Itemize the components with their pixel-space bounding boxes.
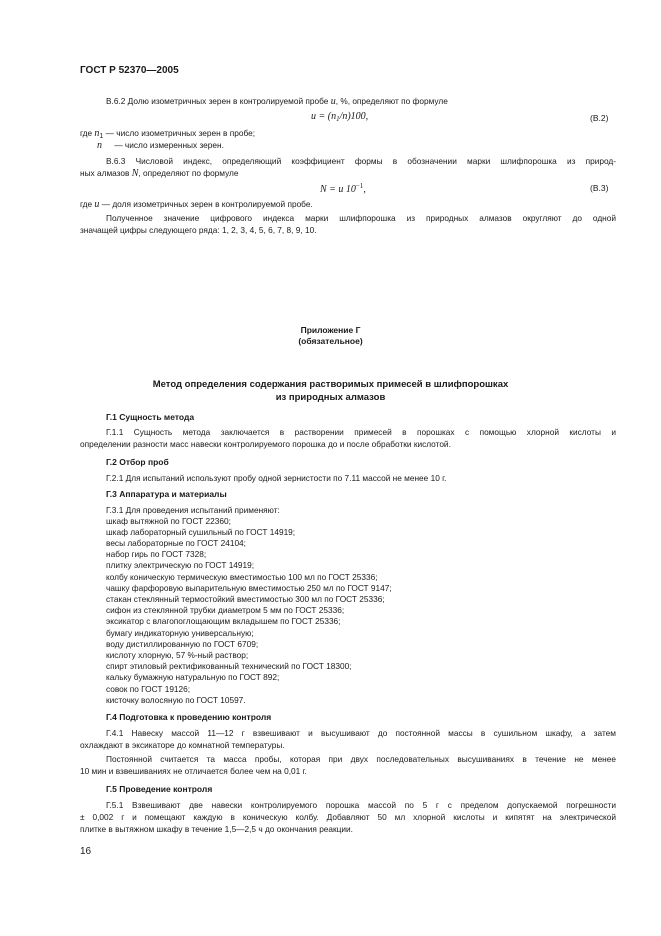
- paragraph-b62: В.6.2 Долю изометричных зерен в контролируемой пробе u, %, определяют по формуле: [106, 96, 448, 107]
- equipment-list-item: плитку электрическую по ГОСТ 14919;: [106, 560, 255, 570]
- equipment-list-item: чашку фарфоровую выпарительную вместимостью 250 мл по ГОСТ 9147;: [106, 583, 392, 593]
- paragraph-g31: Г.3.1 Для проведения испытаний применяют:: [106, 505, 280, 515]
- section-g1-title: Г.1 Сущность метода: [106, 412, 195, 422]
- page-number: 16: [80, 846, 92, 857]
- method-heading-line2: из природных алмазов: [275, 392, 386, 403]
- formula-number-b3: (В.3): [590, 183, 609, 193]
- equipment-list-item: стакан стеклянный термостойкий вместимостью 300 мл по ГОСТ 25336;: [106, 594, 385, 604]
- equipment-list-item: колбу коническую термическую вместимостью 100 мл по ГОСТ 25336;: [106, 572, 378, 582]
- paragraph-g21: Г.2.1 Для испытаний используют пробу одной зернистости по 7.11 массой не менее 10 г.: [106, 473, 447, 483]
- paragraph-g11-line2: определении разности масс навески контролируемого порошка до и после обработки кислотой.: [80, 439, 451, 449]
- paragraph-g41-line2: охлаждают в эксикаторе до комнатной температуры.: [80, 740, 285, 750]
- paragraph-g42-line2: 10 мин и взвешиваниях не отличается более чем на 0,01 г.: [80, 766, 307, 776]
- formula-b3: N = u $10^{-1}$,: [320, 182, 366, 195]
- paragraph-g11-line1: Г.1.1 Сущность метода заключается в растворении примесей в порошках с помощью хлорной кислоты и: [106, 427, 616, 437]
- paragraph-g51-line3: плитке в вытяжном шкафу в течение 1,5—2,5 ч до окончания реакции.: [80, 824, 353, 834]
- method-heading-line1: Метод определения содержания растворимых примесей в шлифпорошках: [152, 379, 509, 390]
- paragraph-g51-line1: Г.5.1 Взвешивают две навески контролируемого порошка массой по 5 г с пределом допускаемой погрешности: [106, 800, 616, 810]
- equipment-list-item: набор гирь по ГОСТ 7328;: [106, 549, 207, 559]
- equipment-list-item: весы лабораторные по ГОСТ 24104;: [106, 538, 246, 548]
- appendix-title: Приложение Г: [300, 325, 361, 335]
- section-g3-title: Г.3 Аппаратура и материалы: [106, 489, 227, 499]
- section-g4-title: Г.4 Подготовка к проведению контроля: [106, 712, 272, 722]
- equipment-list-item: эксикатор с влагопоглощающим вкладышем по ГОСТ 25336;: [106, 616, 341, 626]
- section-g2-title: Г.2 Отбор проб: [106, 457, 169, 467]
- standard-header: ГОСТ Р 52370—2005: [80, 65, 179, 76]
- equipment-list-item: бумагу индикаторную универсальную;: [106, 628, 254, 638]
- equipment-list-item: кальку бумажную натуральную по ГОСТ 892;: [106, 672, 280, 682]
- equipment-list-item: сифон из стеклянной трубки диаметром 5 мм по ГОСТ 25336;: [106, 605, 345, 615]
- appendix-status: (обязательное): [298, 336, 363, 346]
- where-u: где u — доля изометричных зерен в контролируемой пробе.: [80, 199, 313, 210]
- paragraph-b63-line2: ных алмазов N, определяют по формуле: [80, 168, 239, 179]
- equipment-list-item: совок по ГОСТ 19126;: [106, 684, 191, 694]
- equipment-list-item: воду дистиллированную по ГОСТ 6709;: [106, 639, 259, 649]
- where-n: n — число измеренных зерен.: [97, 140, 224, 151]
- paragraph-g51-line2: ± 0,002 г и помещают каждую в коническую колбу. Добавляют 50 мл хлорной кислоты и кипятят на электрической: [80, 812, 616, 822]
- equipment-list-item: кисточку волосяную по ГОСТ 10597.: [106, 695, 246, 705]
- equipment-list-item: кислоту хлорную, 57 %-ный раствор;: [106, 650, 249, 660]
- paragraph-rounding-line1: Полученное значение цифрового индекса марки шлифпорошка из природных алмазов округляют до одной: [106, 213, 616, 223]
- equipment-list-item: шкаф вытяжной по ГОСТ 22360;: [106, 516, 231, 526]
- formula-number-b2: (В.2): [590, 113, 609, 123]
- paragraph-g41-line1: Г.4.1 Навеску массой 11—12 г взвешивают и высушивают до постоянной массы в сушильном шкафу, а затем: [106, 728, 616, 738]
- equipment-list-item: шкаф лабораторный сушильный по ГОСТ 14919;: [106, 527, 296, 537]
- formula-b2: $u = (n_1/n)100$,: [311, 111, 369, 123]
- section-g5-title: Г.5 Проведение контроля: [106, 784, 213, 794]
- paragraph-b63-line1: В.6.3 Числовой индекс, определяющий коэффициент формы в обозначении марки шлифпорошка из природ-: [106, 156, 616, 166]
- equipment-list-item: спирт этиловый ректификованный технический по ГОСТ 18300;: [106, 661, 352, 671]
- paragraph-rounding-line2: значащей цифры следующего ряда: 1, 2, 3, 4, 5, 6, 7, 8, 9, 10.: [80, 225, 317, 235]
- paragraph-g42-line1: Постоянной считается та масса пробы, которая при двух последовательных высушиваниях в течение не менее: [106, 754, 616, 764]
- where-n1: где $n_1$ — число изометричных зерен в пробе;: [80, 128, 256, 140]
